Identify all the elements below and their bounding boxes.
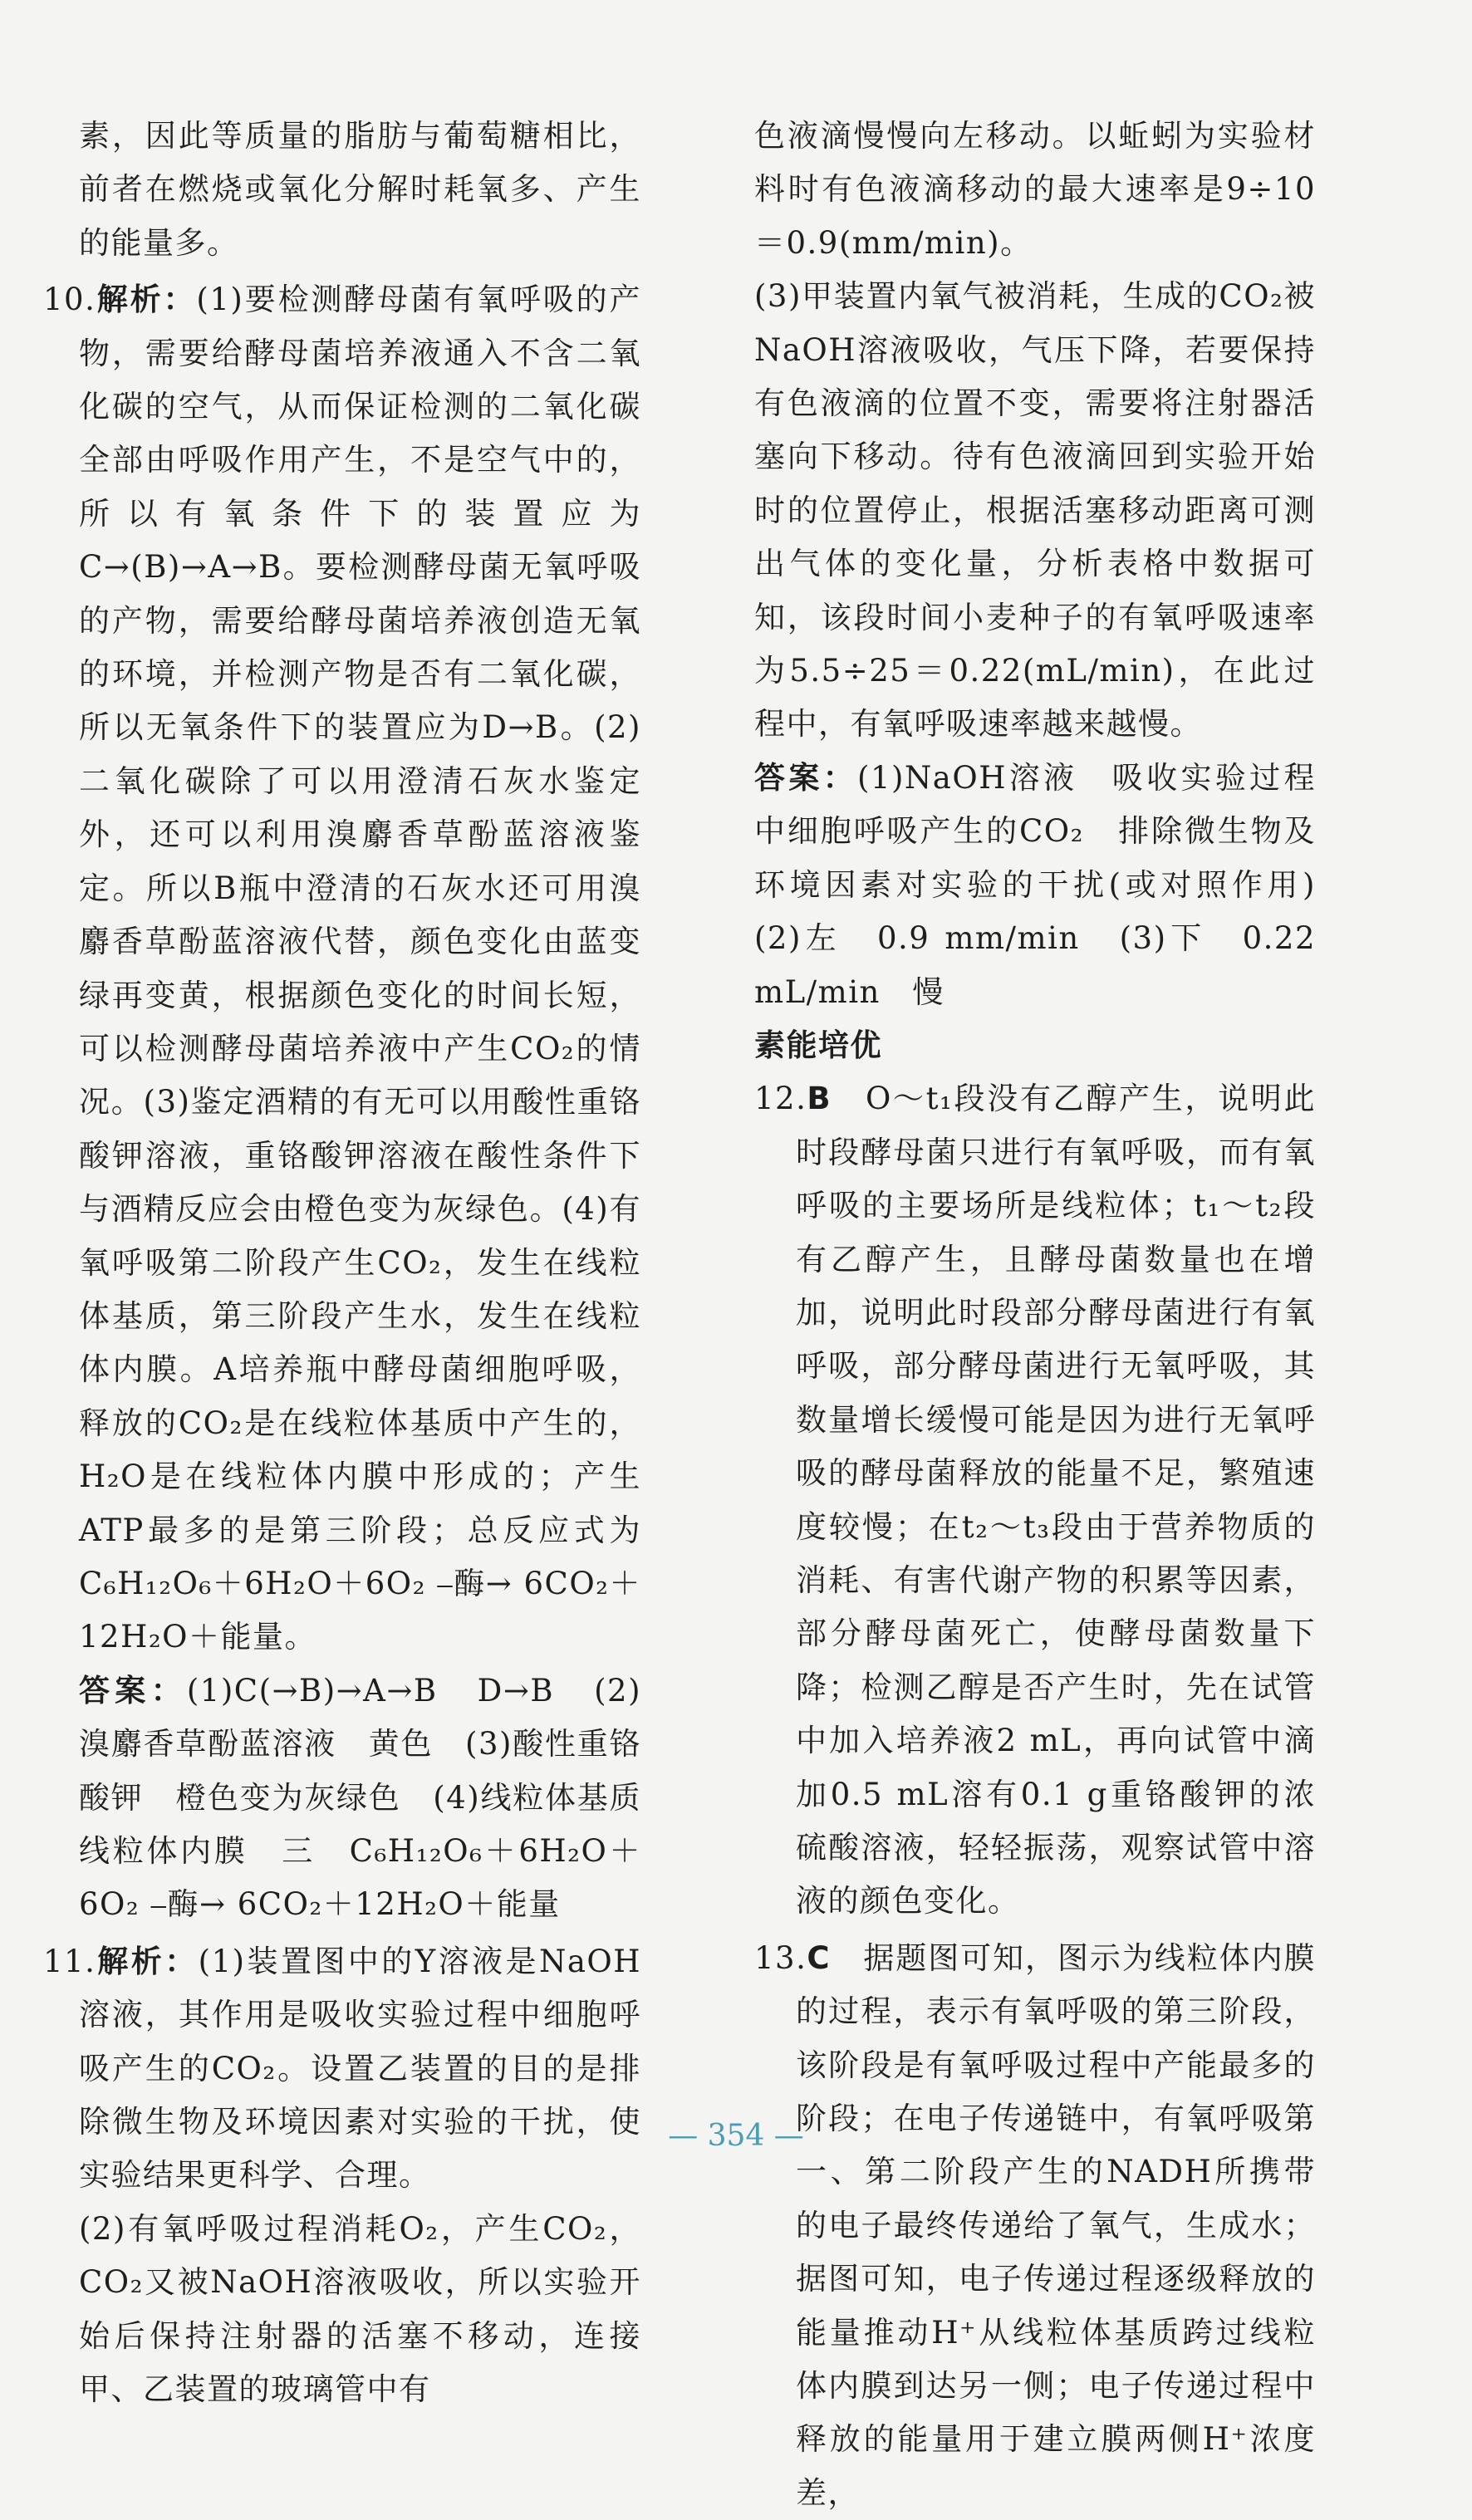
analysis-label: 解析： bbox=[96, 1943, 199, 1979]
answer-label: 答案： bbox=[79, 1672, 187, 1709]
question-12-number: 12. bbox=[754, 1081, 807, 1117]
question-11-analysis-continued: 色液滴慢慢向左移动。以蚯蚓为实验材料时有色液滴移动的最大速率是9÷10＝0.9(mm/min)。 bbox=[754, 118, 1316, 261]
question-10-analysis-text: (1)要检测酵母菌有氧呼吸的产物，需要给酵母菌培养液通入不含二氧化碳的空气，从而保证检测的二氧化碳全部由呼吸作用产生，不是空气中的，所以有氧条件下的装置应为C→(B)→A→B。要检测酵母菌无氧呼吸的产物，需要给酵母菌培养液创造无氧的环境，并检测产物是否有二氧化碳，所以无氧条件下的装置应为D→B。(2)二氧化碳除了可以用澄清石灰水鉴定外，还可以利用溴麝香草酚蓝溶液鉴定。所以B瓶中澄清的石灰水还可用溴麝香草酚蓝溶液代替，颜色变化由蓝变绿再变黄，根据颜色变化的时间长短，可以检测酵母菌培养液中产生CO₂的情况。(3)鉴定酒精的有无可以用酸性重铬酸钾溶液，重铬酸钾溶液在酸性条件下与酒精反应会由橙色变为灰绿色。(4)有氧呼吸第二阶段产生CO₂，发生在线粒体基质，第三阶段产生水，发生在线粒体内膜。A培养瓶中酵母菌细胞呼吸，释放的CO₂是在线粒体基质中产生的，H₂O是在线粒体内膜中形成的；产生ATP最多的是第三阶段；总反应式为C₆H₁₂O₆＋6H₂O＋6O₂ ⎯酶→ 6CO₂＋12H₂O＋能量。 bbox=[79, 282, 641, 1655]
question-10-analysis bbox=[43, 273, 641, 1664]
answer-label: 答案： bbox=[754, 759, 858, 796]
question-12 bbox=[754, 1072, 1316, 1929]
question-12-choice: B bbox=[807, 1081, 832, 1117]
question-11-analysis bbox=[43, 1935, 641, 2203]
question-11-number: 11. bbox=[43, 1943, 96, 1979]
question-11-analysis-part2: (2)有氧呼吸过程消耗O₂，产生CO₂，CO₂又被NaOH溶液吸收，所以实验开始后保持注射器的活塞不移动，连接甲、乙装置的玻璃管中有 bbox=[79, 2210, 641, 2408]
question-13-choice: C bbox=[807, 1939, 831, 1976]
continued-paragraph: 素，因此等质量的脂肪与葡萄糖相比，前者在燃烧或氧化分解时耗氧多、产生的能量多。 bbox=[79, 118, 641, 261]
left-column bbox=[43, 110, 674, 2416]
section-title: 素能培优 bbox=[754, 1027, 882, 1063]
right-column bbox=[754, 110, 1348, 2520]
question-10-answer-text: (1)C(→B)→A→B D→B (2)溴麝香草酚蓝溶液 黄色 (3)酸性重铬酸钾 橙色变为灰绿色 (4)线粒体基质 线粒体内膜 三 C₆H₁₂O₆＋6H₂O＋6O₂ ⎯酶→ 6CO₂＋12H₂O＋能量 bbox=[79, 1672, 674, 1923]
question-13 bbox=[754, 1932, 1316, 2520]
question-11-analysis-text: (1)装置图中的Y溶液是NaOH溶液，其作用是吸收实验过程中细胞呼吸产生的CO₂。设置乙装置的目的是排除微生物及环境因素对实验的干扰，使实验结果更科学、合理。 bbox=[79, 1943, 641, 2194]
analysis-label: 解析： bbox=[96, 282, 197, 318]
question-11-answer bbox=[754, 752, 1348, 1019]
question-10-answer bbox=[43, 1664, 674, 1932]
question-10-number: 10. bbox=[43, 282, 96, 318]
question-11-answer-text: (1)NaOH溶液 吸收实验过程中细胞呼吸产生的CO₂ 排除微生物及环境因素对实验的干扰(或对照作用) (2)左 0.9 mm/min (3)下 0.22 mL/min 慢 bbox=[754, 759, 1348, 1010]
question-11-analysis-part3: (3)甲装置内氧气被消耗，生成的CO₂被NaOH溶液吸收，气压下降，若要保持有色液滴的位置不变，需要将注射器活塞向下移动。待有色液滴回到实验开始时的位置停止，根据活塞移动距离可测出气体的变化量，分析表格中数据可知，该段时间小麦种子的有氧呼吸速率为5.5÷25＝0.22(mL/min)，在此过程中，有氧呼吸速率越来越慢。 bbox=[754, 278, 1316, 743]
question-12-text: O～t₁段没有乙醇产生，说明此时段酵母菌只进行有氧呼吸，而有氧呼吸的主要场所是线粒体；t₁～t₂段有乙醇产生，且酵母菌数量也在增加，说明此时段部分酵母菌进行有氧呼吸，部分酵母菌进行无氧呼吸，其数量增长缓慢可能是因为进行无氧呼吸的酵母菌释放的能量不足，繁殖速度较慢；在t₂～t₃段由于营养物质的消耗、有害代谢产物的积累等因素，部分酵母菌死亡，使酵母菌数量下降；检测乙醇是否产生时，先在试管中加入培养液2 mL，再向试管中滴加0.5 mL溶有0.1 g重铬酸钾的浓硫酸溶液，轻轻振荡，观察试管中溶液的颜色变化。 bbox=[796, 1081, 1316, 1919]
page-number: — 354 — bbox=[668, 2119, 804, 2153]
question-13-text: 据题图可知，图示为线粒体内膜的过程，表示有氧呼吸的第三阶段，该阶段是有氧呼吸过程中产能最多的阶段；在电子传递链中，有氧呼吸第一、第二阶段产生的NADH所携带的电子最终传递给了氧气，生成水；据图可知，电子传递过程逐级释放的能量推动H⁺从线粒体基质跨过线粒体内膜到达另一侧；电子传递过程中释放的能量用于建立膜两侧H⁺浓度差， bbox=[796, 1939, 1317, 2511]
question-13-number: 13. bbox=[754, 1939, 807, 1976]
